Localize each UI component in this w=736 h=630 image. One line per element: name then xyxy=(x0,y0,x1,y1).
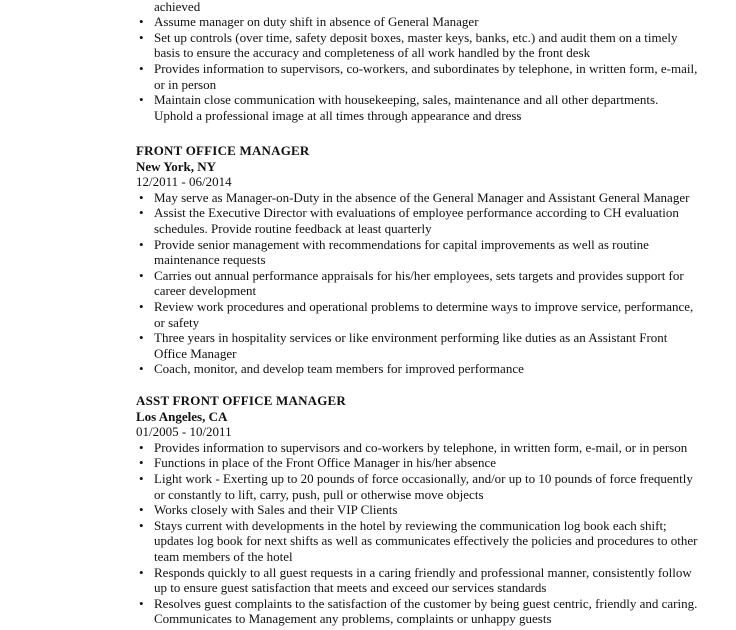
bullet-item: • Maintain close communication with housekeeping, sales, maintenance and all other departments. Uphold a professional image at all times through appearance and dress xyxy=(139,92,659,123)
bullet-icon: • xyxy=(139,439,144,455)
bullet-icon: • xyxy=(139,236,144,252)
job-section-front-office-manager xyxy=(0,143,736,377)
bullet-icon: • xyxy=(139,14,144,30)
bullet-item: • Three years in hospitality services or like environment performing like duties as an Assistant Front Office Manager xyxy=(139,330,668,361)
bullet-item: • Assist the Executive Director with evaluations of employee performance according to CH evaluation schedules. Provide routine feedback at least quarterly xyxy=(139,205,679,236)
bullet-item: • Resolves guest complaints to the satisfaction of the customer by being guest centric, friendly and caring. Communicates to Management any problems, complaints or unhappy guests xyxy=(139,595,698,627)
bullet-icon: • xyxy=(139,92,144,108)
bullet-icon: • xyxy=(139,564,144,580)
bullet-item: • Functions in place of the Front Office Manager in his/her absence xyxy=(139,455,496,471)
job-section-previous xyxy=(0,0,736,123)
bullet-icon: • xyxy=(139,595,144,611)
bullet-icon: • xyxy=(139,29,144,45)
bullet-icon: • xyxy=(139,60,144,76)
bullet-icon: • xyxy=(139,502,144,518)
bullet-icon: • xyxy=(139,330,144,346)
bullet-item: • Set up controls (over time, safety deposit boxes, master keys, banks, etc.) and audit them on a timely basis to ensure the accuracy and completeness of all work handled by the front desk xyxy=(139,29,678,61)
bullet-icon: • xyxy=(139,189,144,205)
bullet-item: • Provide senior management with recommendations for capital improvements as well as routine maintenance requests xyxy=(139,236,649,268)
bullet-item: • Light work - Exerting up to 20 pounds of force occasionally, and/or up to 10 pounds of force frequently or constantly to lift, carry, push, pull or otherwise move objects xyxy=(139,470,693,502)
job-section-asst-front-office-manager xyxy=(0,393,736,627)
bullet-icon: • xyxy=(139,517,144,533)
bullet-item: • Assume manager on duty shift in absence of General Manager xyxy=(139,14,479,30)
bullet-list xyxy=(0,0,736,123)
bullet-item: • Coach, monitor, and develop team members for improved performance xyxy=(139,361,524,377)
bullet-item: • Stays current with developments in the hotel by reviewing the communication log book each shift; updates log book for next shifts as well as communicates effectively the policies and procedures to other team members of the hotel xyxy=(139,517,698,564)
bullet-icon: • xyxy=(139,470,144,486)
bullet-icon: • xyxy=(139,361,144,377)
bullet-icon: • xyxy=(139,205,144,221)
bullet-icon: • xyxy=(139,298,144,314)
bullet-item: • Responds quickly to all guest requests in a caring friendly and professional manner, consistently follow up to ensure guest satisfaction that meets and exceed our services standards xyxy=(139,564,692,596)
bullet-list xyxy=(0,440,736,627)
bullet-item: • Provides information to supervisors, co-workers, and subordinates by telephone, in written form, e-mail, or in person xyxy=(139,60,698,92)
bullet-item: • Provides information to supervisors and co-workers by telephone, in written form, e-mail, or in person xyxy=(139,439,688,455)
job-title: ASST FRONT OFFICE MANAGER xyxy=(136,393,347,408)
job-location: New York, NY xyxy=(136,158,217,174)
bullet-item: • Carries out annual performance appraisals for his/her employees, sets targets and provides support for career development xyxy=(139,267,684,299)
bullet-list xyxy=(0,190,736,377)
bullet-item: • May serve as Manager-on-Duty in the absence of the General Manager and Assistant General Manager xyxy=(139,189,690,205)
job-location: Los Angeles, CA xyxy=(136,408,228,424)
bullet-icon: • xyxy=(139,455,144,471)
bullet-item: • Works closely with Sales and their VIP Clients xyxy=(139,502,398,518)
bullet-item: achieved xyxy=(154,0,201,14)
job-dates: 12/2011 - 06/2014 xyxy=(136,174,232,190)
bullet-icon: • xyxy=(139,267,144,283)
job-dates: 01/2005 - 10/2011 xyxy=(136,424,232,440)
bullet-item: • Review work procedures and operational problems to determine ways to improve service, performance, or safety xyxy=(139,298,694,330)
job-title: FRONT OFFICE MANAGER xyxy=(136,143,310,158)
